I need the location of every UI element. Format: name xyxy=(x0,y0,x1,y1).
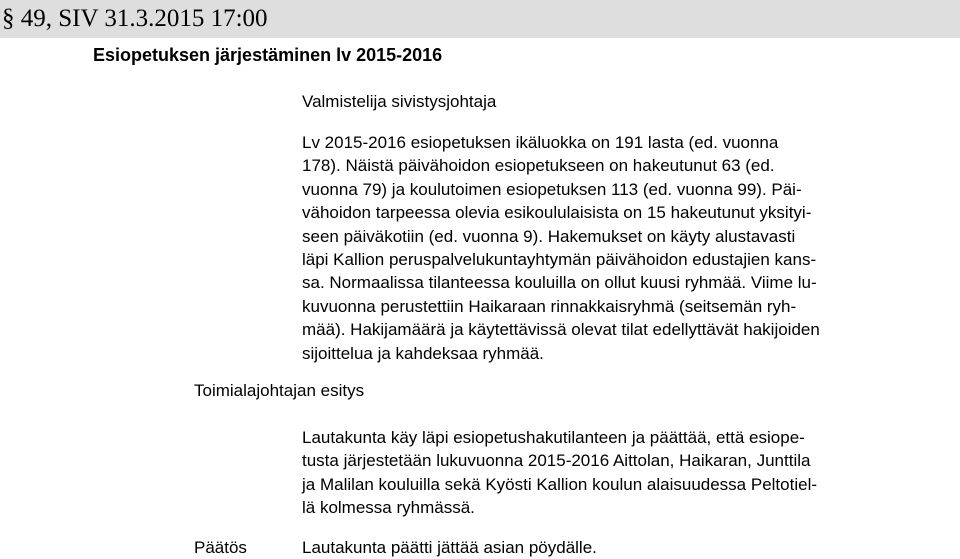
paragraph-line: tusta järjestetään lukuvuonna 2015-2016 Aittolan, Haikaran, Junttila xyxy=(302,451,811,471)
paragraph-line: ja Malilan kouluilla sekä Kyösti Kallion koulun alaisuudessa Peltotiel- xyxy=(302,474,818,494)
document-heading: Esiopetuksen järjestäminen lv 2015-2016 xyxy=(93,45,443,65)
paragraph-line: vuonna 79) ja koulutoimen esiopetuksen 113 (ed. vuonna 99). Päi- xyxy=(302,179,802,199)
section-title: § 49, SIV 31.3.2015 17:00 xyxy=(2,5,268,32)
paragraph-line: 178). Näistä päivähoidon esiopetukseen on hakeutunut 63 (ed. xyxy=(302,156,775,176)
paragraph-line: lä kolmessa ryhmässä. xyxy=(302,498,475,518)
proposal-paragraph xyxy=(302,426,900,520)
paragraph-line: Lautakunta käy läpi esiopetushakutilanteen ja päättää, että esiope- xyxy=(302,428,805,447)
paragraph-line: sa. Normaalissa tilanteessa kouluilla on ollut kuusi ryhmää. Viime lu- xyxy=(302,273,817,293)
paragraph-line: läpi Kallion peruspalvelukuntayhtymän päivähoidon edustajien kans- xyxy=(302,250,817,270)
paragraph-line: sijoittelua ja kahdeksaa ryhmää. xyxy=(302,343,544,363)
proposal-label: Toimialajohtajan esitys xyxy=(194,381,365,400)
background-paragraph xyxy=(302,131,900,365)
decision-label: Päätös xyxy=(194,538,247,557)
paragraph-line: kuvuonna perustettiin Haikaraan rinnakkaisryhmä (seitsemän ryh- xyxy=(302,296,797,316)
section-header-bar xyxy=(0,0,960,38)
paragraph-line: Lv 2015-2016 esiopetuksen ikäluokka on 191 lasta (ed. vuonna xyxy=(302,133,779,152)
paragraph-line: seen päiväkotiin (ed. vuonna 9). Hakemukset on käyty alustavasti xyxy=(302,226,796,246)
paragraph-line: vähoidon tarpeessa olevia esikoululaisista on 15 hakeutunut yksityi- xyxy=(302,203,812,223)
preparer-line: Valmistelija sivistysjohtaja xyxy=(302,92,497,111)
paragraph-line: mää). Hakijamäärä ja käytettävissä olevat tilat edellyttävät hakijoiden xyxy=(302,320,820,340)
decision-text: Lautakunta päätti jättää asian pöydälle. xyxy=(302,538,597,557)
